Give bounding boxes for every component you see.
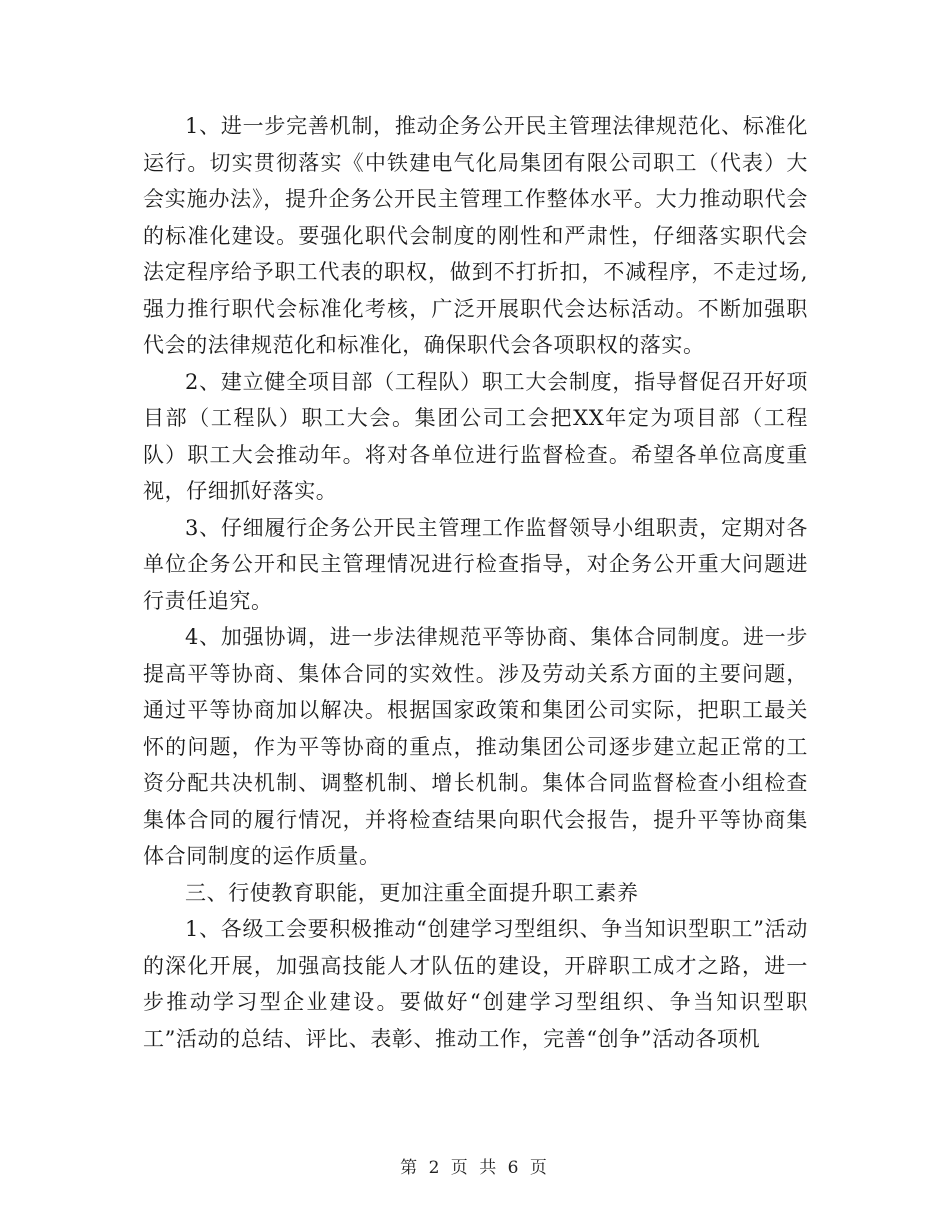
section-heading: 三、行使教育职能，更加注重全面提升职工素养 [185,880,639,905]
document-body [143,108,808,1057]
paragraph-4: 4、加强协调，进一步法律规范平等协商、集体合同制度。进一步提高平等协商、集体合同的实效性。涉及劳动关系方面的主要问题，通过平等协商加以解决。根据国家政策和集团公司实际，把职工最关怀的问题，作为平等协商的重点，推动集团公司逐步建立起正常的工资分配共决机制、调整机制、增长机制。集体合同监督检查小组检查集体合同的履行情况，并将检查结果向职代会报告，提升平等协商集体合同制度的运作质量。 [143,625,808,868]
paragraph-1: 1、进一步完善机制，推动企务公开民主管理法律规范化、标准化运行。切实贯彻落实《中铁建电气化局集团有限公司职工（代表）大会实施办法》，提升企务公开民主管理工作整体水平。大力推动职代会的标准化建设。要强化职代会制度的刚性和严肃性，仔细落实职代会法定程序给予职工代表的职权，做到不打折扣，不减程序，不走过场,强力推行职代会标准化考核，广泛开展职代会达标活动。不断加强职代会的法律规范化和标准化，确保职代会各项职权的落实。 [143,114,808,357]
paragraph-2: 2、建立健全项目部（工程队）职工大会制度，指导督促召开好项目部（工程队）职工大会。集团公司工会把XX年定为项目部（工程队）职工大会推动年。将对各单位进行监督检查。希望各单位高度重视，仔细抓好落实。 [143,369,808,503]
paragraph-3: 3、仔细履行企务公开民主管理工作监督领导小组职责，定期对各单位企务公开和民主管理情况进行检查指导，对企务公开重大问题进行责任追究。 [143,515,808,613]
paragraph-5: 1、各级工会要积极推动“创建学习型组织、争当知识型职工”活动的深化开展，加强高技能人才队伍的建设，开辟职工成才之路，进一步推动学习型企业建设。要做好“创建学习型组织、争当知识型职工”活动的总结、评比、表彰、推动工作，完善“创争”活动各项机 [143,917,808,1051]
page-footer: 第 2 页 共 6 页 [400,1158,550,1178]
